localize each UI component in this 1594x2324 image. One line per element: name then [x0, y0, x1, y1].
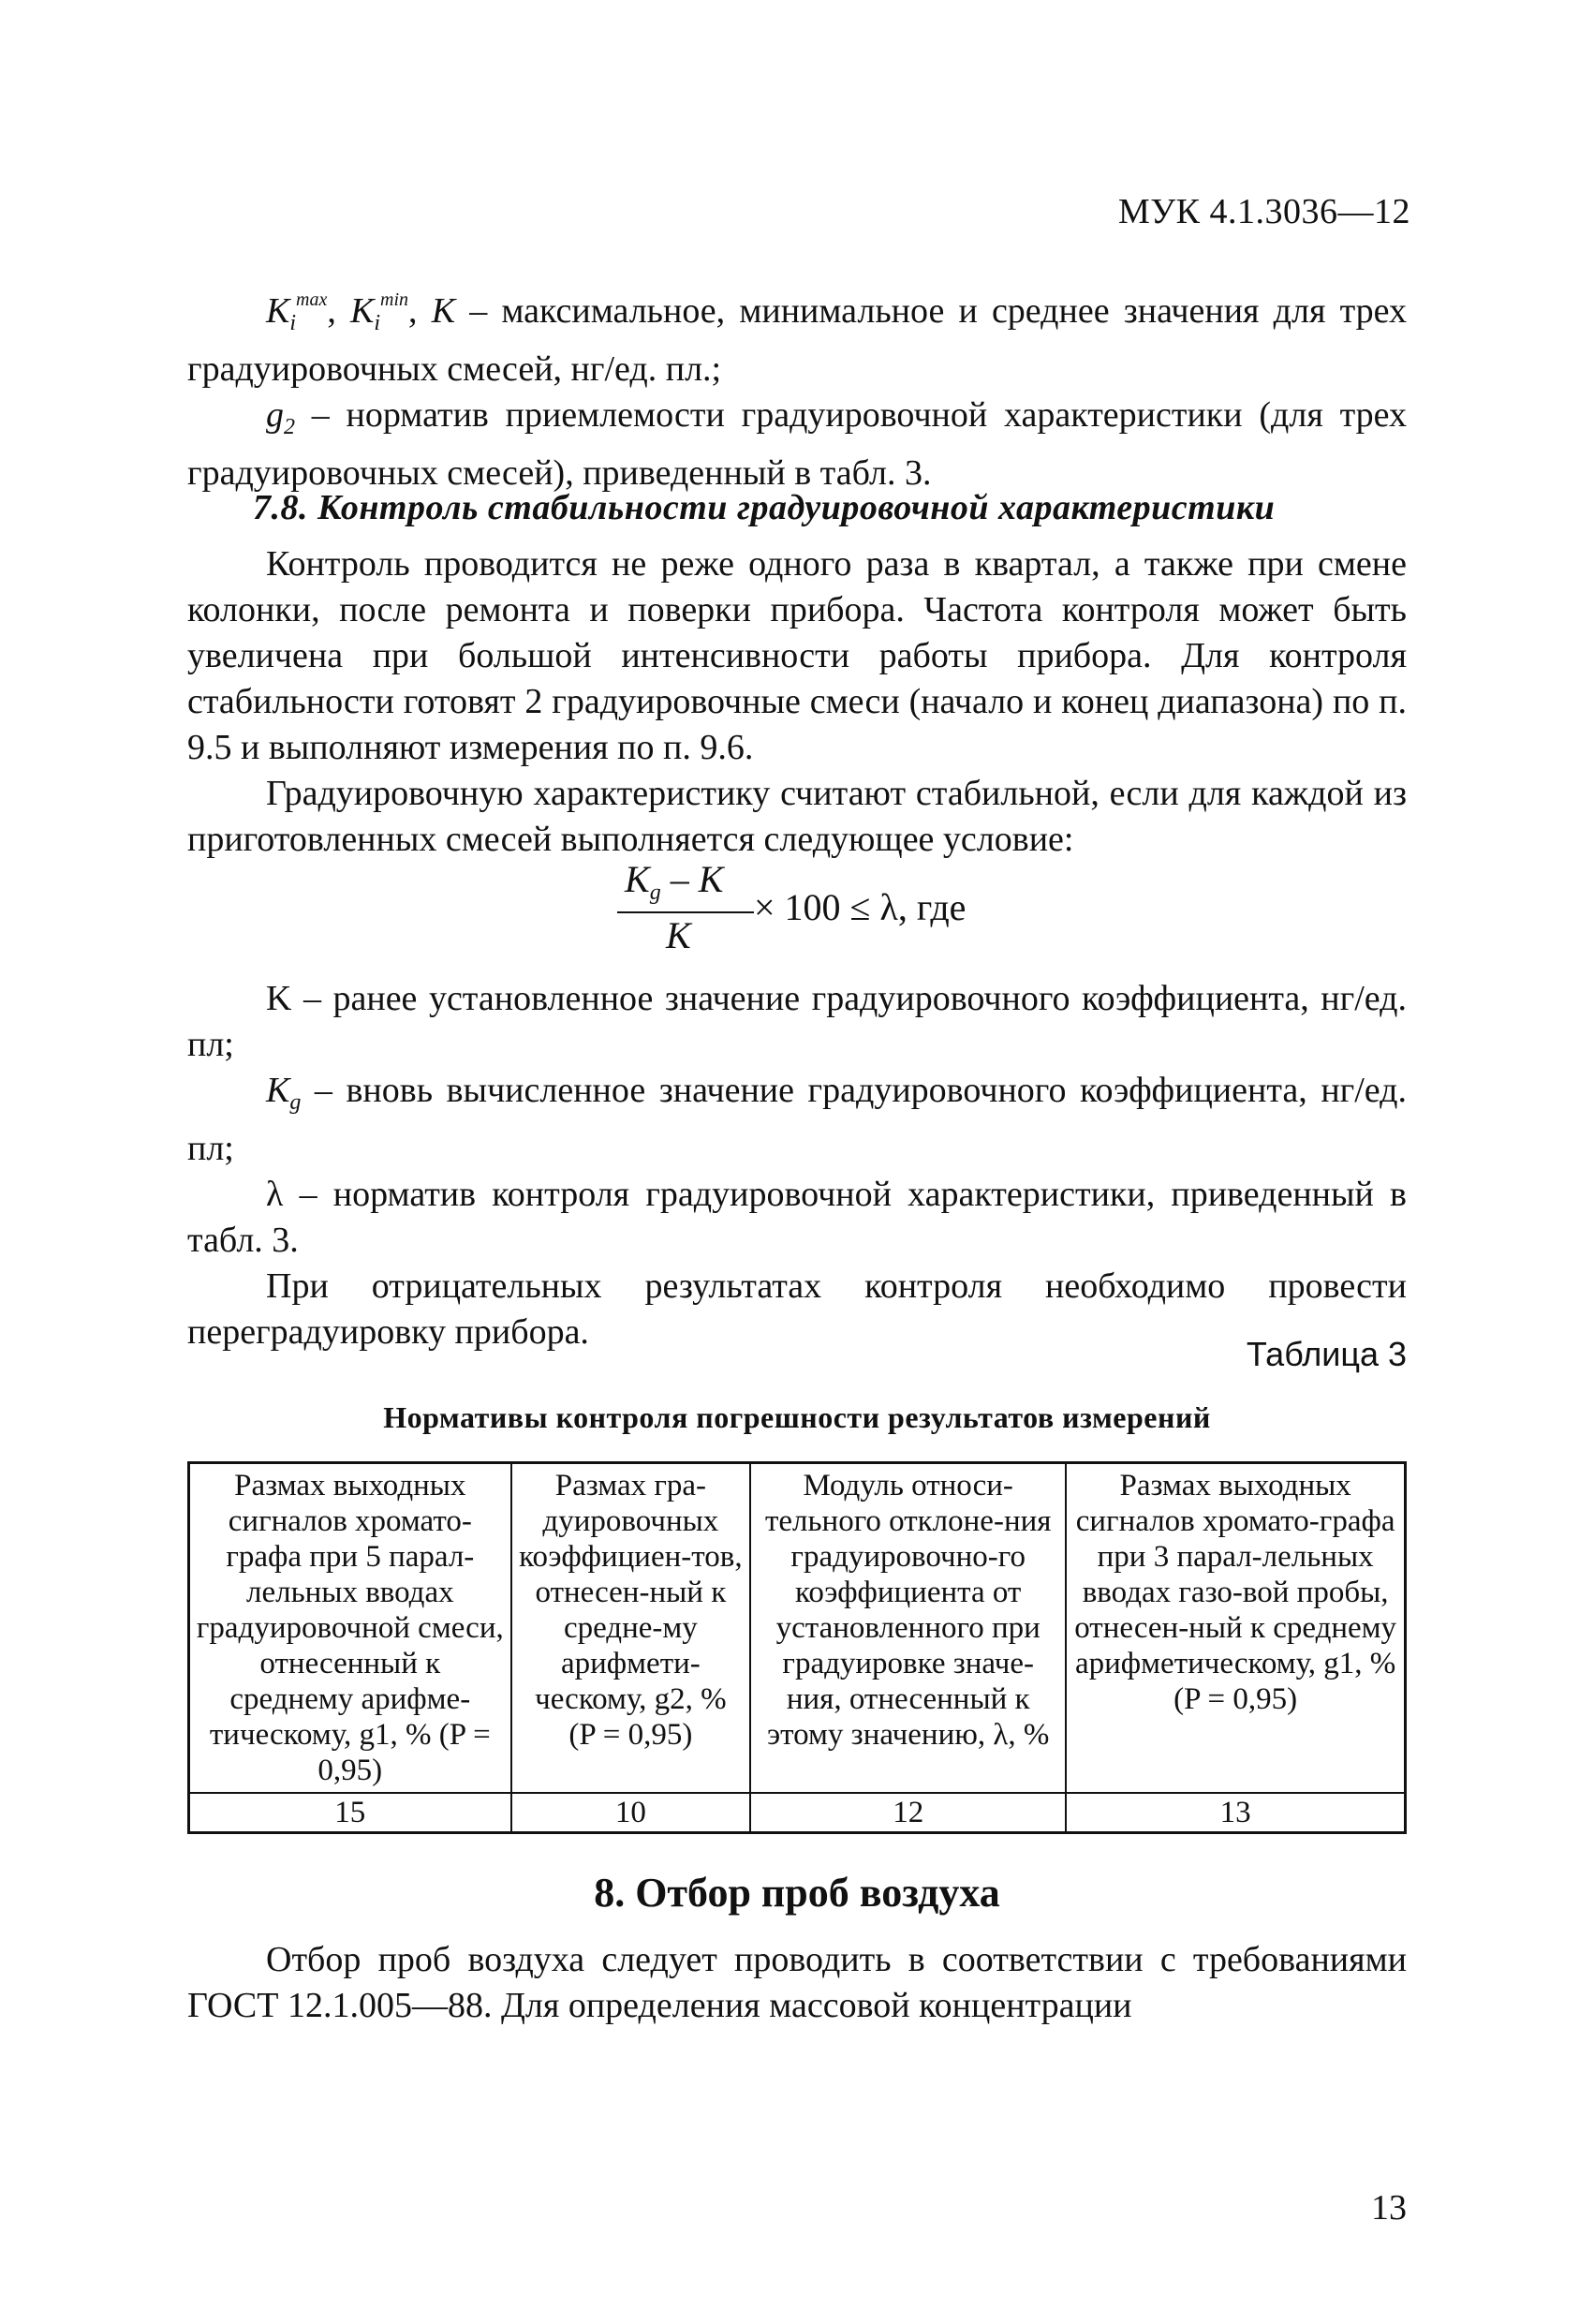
norms-table [187, 1461, 1407, 1834]
table-header-cell: Модуль относи-тельного отклоне-ния градуировочно-го коэффициента от установленного при градуировке значе-ния, отнесенный к этому значению, λ, % [750, 1463, 1066, 1794]
lambda-definition: λ – норматив контроля градуировочной характеристики, приведенный в табл. 3. [187, 1175, 1407, 1260]
table-header-cell: Размах гра-дуировочных коэффициен-тов, отнесен-ный к средне-му арифмети-ческому, g2, % (P = 0,95) [511, 1463, 751, 1794]
table-header-row [189, 1463, 1406, 1794]
formula-condition: × 100 ≤ λ, где [754, 886, 967, 928]
negative-result-note: При отрицательных результатах контроля необходимо провести переградуировку прибора. [187, 1266, 1407, 1352]
paragraph: Градуировочную характеристику считают стабильной, если для каждой из приготовленных смесей выполняется следующее условие: [187, 774, 1407, 859]
paragraph: Контроль проводится не реже одного раза в квартал, а также при смене колонки, после ремонта и поверки прибора. Частота контроля может быть увеличена при большой интенсивности работы прибора. Для контроля стабильности готовят 2 градуировочные смеси (начало и конец диапазона) по п. 9.5 и выполняют измерения по п. 9.6. [187, 544, 1407, 767]
document-code: МУК 4.1.3036—12 [1117, 192, 1410, 231]
table-header-cell: Размах выходных сигналов хромато-графа при 5 парал-лельных вводах градуировочной смеси, отнесенный к среднему арифме-тическому, g1, % (P = 0,95) [189, 1463, 511, 1794]
k-definition: K – ранее установленное значение градуировочного коэффициента, нг/ед. пл; [187, 979, 1407, 1064]
table-row [189, 1793, 1406, 1833]
definitions-top [187, 277, 1407, 496]
formula-denominator: K [666, 914, 691, 956]
k-definition: $K_i^{max}$, $K_i^{min}$, K – максимальное, минимальное и среднее значения для трех градуировочных смесей, нг/ед. пл.; [187, 289, 1408, 389]
stability-formula [613, 857, 1007, 970]
section-8-title: 8. Отбор проб воздуха [594, 1870, 1000, 1916]
table-cell: 10 [511, 1793, 751, 1833]
section-7-8-body [187, 541, 1407, 863]
section-8-body [187, 1937, 1407, 2029]
table-cell: 12 [750, 1793, 1066, 1833]
page-number: 13 [1371, 2188, 1407, 2228]
table-header-cell: Размах выходных сигналов хромато-графа при 3 парал-лельных вводах газо-вой пробы, отнесен-ный к среднему арифметическому, g1, % (P = 0,95) [1066, 1463, 1405, 1794]
definitions-bottom [187, 976, 1407, 1355]
kg-definition: $K_g$ – вновь вычисленное значение градуировочного коэффициента, нг/ед. пл; [187, 1071, 1407, 1168]
table-cell: 13 [1066, 1793, 1405, 1833]
formula-numerator: $K_g$ – K [625, 858, 724, 905]
section-7-8-heading: 7.8. Контроль стабильности градуировочной характеристики [253, 488, 1276, 527]
table-cell: 15 [189, 1793, 511, 1833]
g2-definition: $g_2$ – норматив приемлемости градуировочной характеристики (для трех градуировочных смесей), приведенный в табл. 3. [187, 395, 1408, 493]
table-title: Нормативы контроля погрешности результатов измерений [383, 1400, 1211, 1434]
table-label: Таблица 3 [1246, 1335, 1407, 1373]
paragraph: Отбор проб воздуха следует проводить в соответствии с требованиями ГОСТ 12.1.005—88. Для определения массовой концентрации [187, 1940, 1407, 2025]
